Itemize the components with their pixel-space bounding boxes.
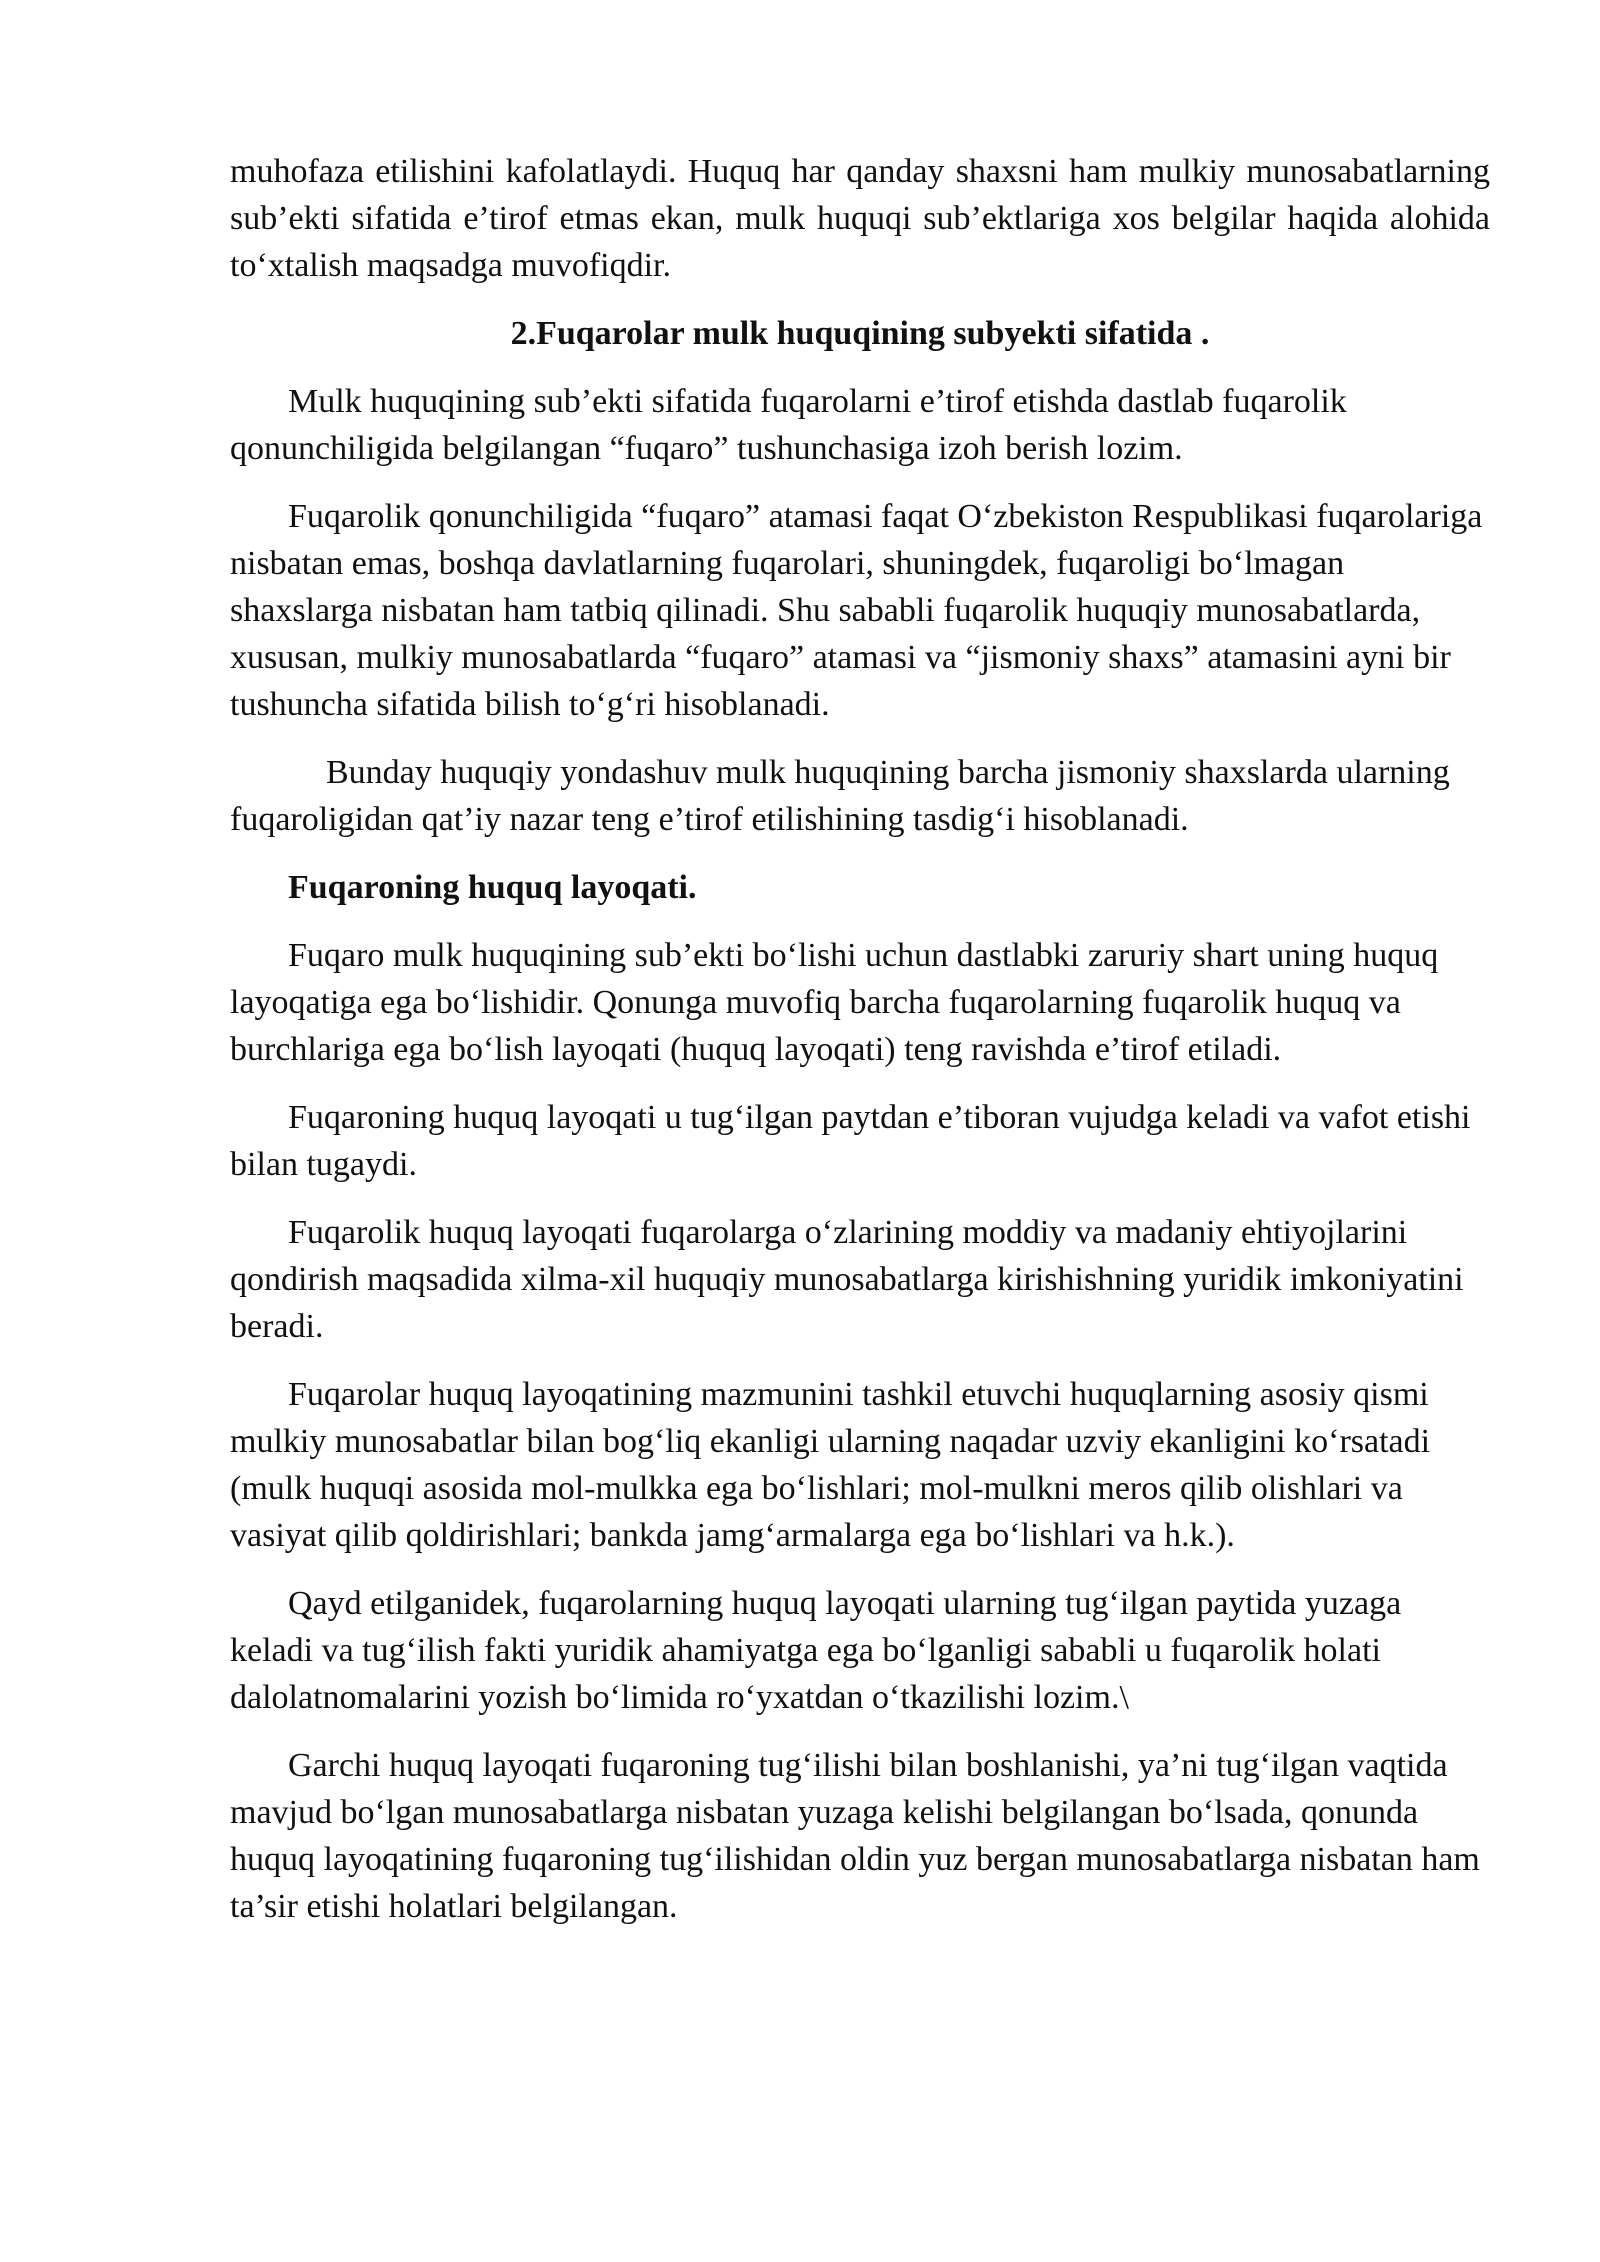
subheading-legal-capacity: Fuqaroning huquq layoqati. [288, 869, 697, 906]
paragraph-capacity-condition: Fuqaro mulk huquqining sub’ekti bo‘lishi uchun dastlabki zaruriy shart uning huquq layoqatiga ega bo‘lishidir. Qonunga muvofiq barcha fuqarolarning fuqarolik huquq va burchlariga ega bo‘lish layoqati (huquq layoqati) teng ravishda e’tirof etiladi. [230, 937, 1439, 1068]
document-body [230, 148, 1490, 1951]
section-heading-citizens: 2.Fuqarolar mulk huquqining subyekti sifatida . [510, 315, 1210, 352]
paragraph-capacity-content: Fuqarolar huquq layoqatining mazmunini tashkil etuvchi huquqlarning asosiy qismi mulkiy munosabatlar bilan bog‘liq ekanligi ularning naqadar uzviy ekanligini ko‘rsatadi (mulk huquqi asosida mol-mulkka ega bo‘lishlari; mol-mulkni meros qilib olishlari va vasiyat qilib qoldirishlari; bankda jamg‘armalarga ega bo‘lishlari va h.k.). [230, 1376, 1431, 1554]
paragraph-citizen-concept: Mulk huquqining sub’ekti sifatida fuqarolarni e’tirof etishda dastlab fuqarolik qonunchiligida belgilangan “fuqaro” tushunchasiga izoh berish lozim. [230, 383, 1347, 467]
paragraph-legal-approach: Bunday huquqiy yondashuv mulk huquqining barcha jismoniy shaxslarda ularning fuqaroligidan qat’iy nazar teng e’tirof etilishining tasdig‘i hisoblanadi. [230, 754, 1450, 838]
paragraph-birth-registration: Qayd etilganidek, fuqarolarning huquq layoqati ularning tug‘ilgan paytida yuzaga keladi va tug‘ilish fakti yuridik ahamiyatga ega bo‘lganligi sababli u fuqarolik holati dalolatnomalarini yozish bo‘limida ro‘yxatdan o‘tkazilishi lozim.\ [230, 1585, 1402, 1716]
paragraph-capacity-start-end: Fuqaroning huquq layoqati u tug‘ilgan paytdan e’tiboran vujudga keladi va vafot etishi bilan tugaydi. [230, 1099, 1471, 1183]
paragraph-capacity-before-birth: Garchi huquq layoqati fuqaroning tug‘ilishi bilan boshlanishi, ya’ni tug‘ilgan vaqtida mavjud bo‘lgan munosabatlarga nisbatan yuzaga kelishi belgilangan bo‘lsada, qonunda huquq layoqatining fuqaroning tug‘ilishidan oldin yuz bergan munosabatlarga nisbatan ham ta’sir etishi holatlari belgilangan. [230, 1747, 1480, 1925]
paragraph-citizen-term: Fuqarolik qonunchiligida “fuqaro” atamasi faqat O‘zbekiston Respublikasi fuqarolariga nisbatan emas, boshqa davlatlarning fuqarolari, shuningdek, fuqaroligi bo‘lmagan shaxslarga nisbatan ham tatbiq qilinadi. Shu sababli fuqarolik huquqiy munosabatlarda, xususan, mulkiy munosabatlarda “fuqaro” atamasi va “jismoniy shaxs” atamasini ayni bir tushuncha sifatida bilish to‘g‘ri hisoblanadi. [230, 498, 1483, 723]
paragraph-capacity-opportunity: Fuqarolik huquq layoqati fuqarolarga o‘zlarining moddiy va madaniy ehtiyojlarini qondirish maqsadida xilma-xil huquqiy munosabatlarga kirishishning yuridik imkoniyatini beradi. [230, 1214, 1464, 1345]
paragraph-continuation: muhofaza etilishini kafolatlaydi. Huquq har qanday shaxsni ham mulkiy munosabatlarning sub’ekti sifatida e’tirof etmas ekan, mulk huquqi sub’ektlariga xos belgilar haqida alohida to‘xtalish maqsadga muvofiqdir. [230, 153, 1490, 284]
